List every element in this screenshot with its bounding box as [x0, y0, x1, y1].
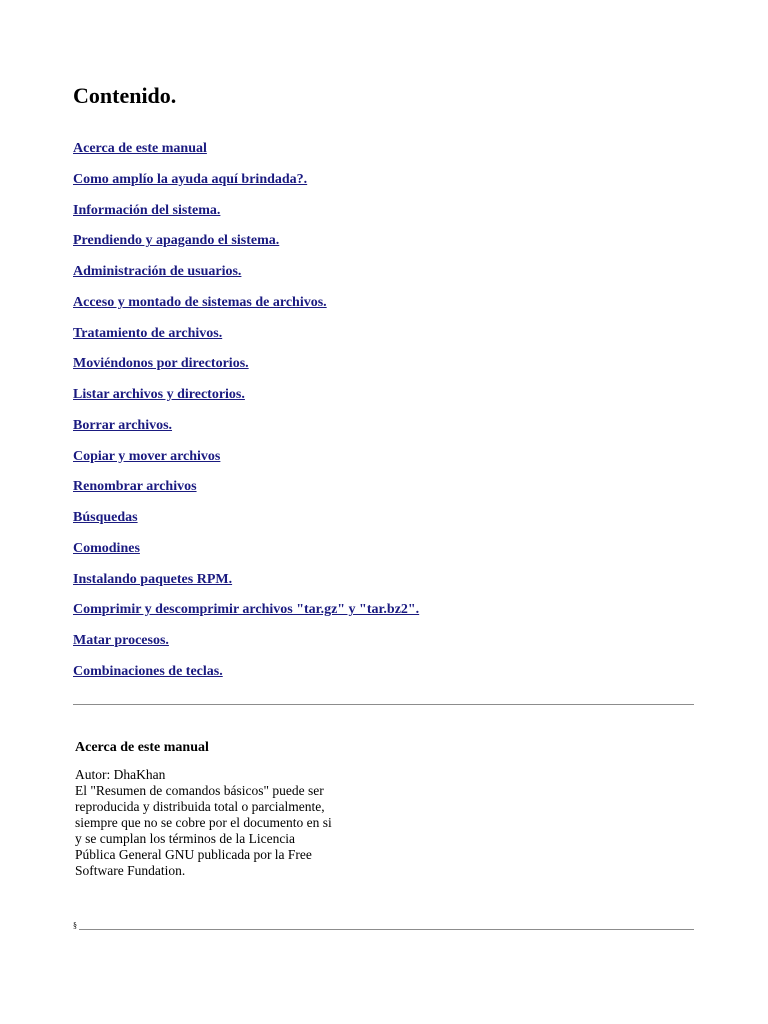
list-item [73, 539, 419, 570]
list-item [73, 385, 419, 416]
list-item [73, 508, 419, 539]
list-item [73, 293, 419, 324]
list-item [73, 416, 419, 447]
toc-link-tratamiento-archivos[interactable]: Tratamiento de archivos. [73, 325, 223, 341]
page-title: Contenido. [73, 83, 177, 108]
list-item [73, 262, 419, 293]
list-item [73, 139, 419, 170]
list-item [73, 201, 419, 232]
body-line: siempre que no se cobre por el documento en si [75, 815, 332, 830]
toc-link-matar-procesos[interactable]: Matar procesos. [73, 633, 169, 648]
toc-link-ampliar-ayuda[interactable]: Como amplío la ayuda aquí brindada?. [73, 171, 308, 187]
toc-link-comodines[interactable]: Comodines [73, 540, 140, 556]
toc-link-busquedas[interactable]: Búsquedas [73, 510, 138, 525]
toc-link-renombrar-archivos[interactable]: Renombrar archivos [73, 479, 197, 495]
toc-link-acceso-montado[interactable]: Acceso y montado de sistemas de archivos. [73, 294, 327, 310]
toc-link-combinaciones-teclas[interactable]: Combinaciones de teclas. [73, 663, 223, 679]
body-line: El "Resumen de comandos básicos" puede ser [75, 783, 324, 798]
toc-link-informacion-sistema[interactable]: Información del sistema. [73, 202, 221, 218]
toc-link-copiar-mover[interactable]: Copiar y mover archivos [73, 448, 221, 464]
table-of-contents [73, 139, 419, 693]
toc-link-comprimir-descomprimir[interactable]: Comprimir y descomprimir archivos "tar.gz" y "tar.bz2". [73, 602, 420, 618]
toc-link-acerca-manual[interactable]: Acerca de este manual [73, 141, 207, 156]
body-line: Pública General GNU publicada por la Free [75, 847, 312, 862]
list-item [73, 662, 419, 693]
toc-link-prendiendo-apagando[interactable]: Prendiendo y apagando el sistema. [73, 233, 280, 249]
list-item [73, 477, 419, 508]
list-item [73, 631, 419, 662]
section-title: Acerca de este manual [75, 740, 209, 755]
list-item [73, 600, 419, 631]
section-body [75, 767, 385, 879]
toc-link-administracion-usuarios[interactable]: Administración de usuarios. [73, 264, 242, 279]
footnote-mark: § [73, 921, 77, 930]
list-item [73, 324, 419, 355]
list-item [73, 231, 419, 262]
horizontal-divider [73, 704, 694, 705]
list-item [73, 570, 419, 601]
list-item [73, 447, 419, 478]
toc-link-borrar-archivos[interactable]: Borrar archivos. [73, 417, 173, 433]
toc-link-moviendonos-directorios[interactable]: Moviéndonos por directorios. [73, 356, 249, 372]
list-item [73, 354, 419, 385]
toc-link-instalando-rpm[interactable]: Instalando paquetes RPM. [73, 571, 233, 587]
body-line: y se cumplan los términos de la Licencia [75, 831, 296, 846]
body-line: Software Fundation. [75, 863, 186, 878]
toc-link-listar-archivos[interactable]: Listar archivos y directorios. [73, 387, 245, 402]
list-item [73, 170, 419, 201]
footnote-divider [79, 929, 694, 930]
body-line: Autor: DhaKhan [75, 767, 166, 782]
body-line: reproducida y distribuida total o parcialmente, [75, 799, 325, 814]
